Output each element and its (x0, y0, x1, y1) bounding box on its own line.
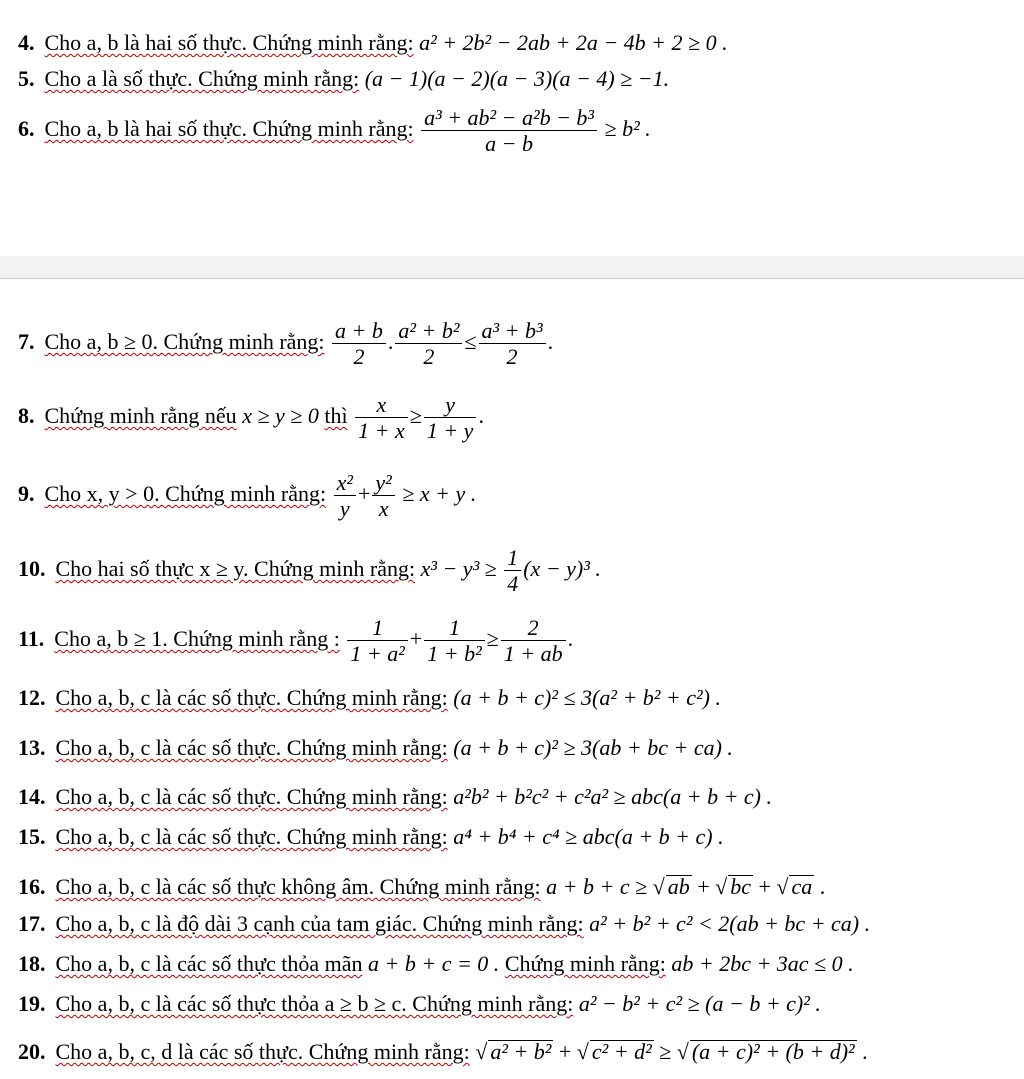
fraction-numerator: y² (375, 470, 392, 495)
exercise-math: a⁴ + b⁴ + c⁴ ≥ abc(a + b + c) . (453, 824, 724, 849)
exercise-text: Cho a là số thực. Chứng minh rằng: (44, 66, 360, 91)
page-break-rule-bottom (0, 278, 1024, 279)
fraction-denominator: 1 + ab (501, 640, 566, 666)
exercise-text: Cho a, b, c là các số thực. Chứng minh rằng: (55, 824, 448, 849)
exercise-number: 11. (18, 625, 45, 651)
exercise-16: 16. Cho a, b, c là các số thực không âm. Chứng minh rằng: a + b + c ≥ √ ab + √ bc + √ ca . (18, 874, 826, 899)
exercise-13 (18, 737, 733, 759)
fraction-denominator: 1 + a² (347, 640, 407, 666)
fraction (501, 615, 566, 667)
exercise-text: Cho a, b, c là độ dài 3 cạnh của tam giác. Chứng minh rằng: (55, 911, 584, 936)
exercise-math: a² + 2b² − 2ab + 2a − 4b + 2 ≥ 0 . (419, 30, 728, 55)
exercise-text: thì (324, 402, 348, 428)
fraction-numerator: y (445, 392, 455, 417)
fraction-numerator: 1 (507, 545, 519, 570)
page-break-band (0, 205, 1024, 295)
fraction (479, 318, 546, 370)
fraction (504, 545, 521, 597)
page-break-shade (0, 256, 1024, 278)
exercise-number: 13. (18, 735, 46, 760)
fraction (395, 318, 462, 370)
exercise-5 (18, 68, 669, 90)
exercise-text: Cho a, b, c là các số thực. Chứng minh rằng: (55, 784, 448, 809)
exercise-text: Cho a, b ≥ 1. Chứng minh rằng : (54, 625, 340, 651)
fraction-denominator: y (334, 495, 356, 521)
fraction-numerator: x² (336, 470, 353, 495)
fraction-denominator: 4 (504, 570, 521, 596)
exercise-number: 17. (18, 911, 46, 936)
exercise-math: ≥ x + y . (402, 480, 477, 506)
exercise-number: 18. (18, 951, 46, 976)
exercise-number: 5. (18, 66, 35, 91)
exercise-text: Cho a, b, c là các số thực thỏa a ≥ b ≥ c. Chứng minh rằng: (55, 991, 574, 1016)
exercise-11: 11. Cho a, b ≥ 1. Chứng minh rằng : $\frac{1}{\text{1 + a²}}$ + $\frac{1}{\text{1 + b²}}$ ≥ $\frac{2}{1 + ab}$ . (18, 615, 574, 667)
sqrt-term: (a + c)² + (b + d)² (691, 1039, 855, 1064)
fraction-numerator: a² + b² (398, 318, 460, 343)
exercise-math: a + b + c ≥ (546, 874, 648, 899)
exercise-14 (18, 786, 772, 808)
exercise-text: Chứng minh rằng: (504, 951, 666, 976)
fraction-denominator: 1 + b² (424, 640, 484, 666)
exercise-number: 15. (18, 824, 46, 849)
exercise-text: Chứng minh rằng nếu (44, 402, 237, 428)
exercise-math: ≥ b² . (604, 115, 651, 141)
exercise-math: x³ − y³ ≥ (420, 555, 497, 581)
fraction-denominator: 1 + x (355, 417, 408, 443)
exercise-4 (18, 32, 728, 54)
exercise-math: (a + b + c)² ≥ 3(ab + bc + ca) . (453, 735, 733, 760)
fraction-denominator: 1 + y (424, 417, 477, 443)
fraction (424, 392, 477, 444)
sqrt-term: c² + d² (591, 1039, 652, 1064)
exercise-math: ab + 2bc + 3ac ≤ 0 . (671, 951, 854, 976)
exercise-text: Cho a, b, c là các số thực thỏa mãn (55, 951, 363, 976)
sqrt-term: ab (667, 874, 690, 899)
sqrt-term: a² + b² (490, 1039, 552, 1064)
exercise-number: 19. (18, 991, 46, 1016)
exercise-math: (a − 1)(a − 2)(a − 3)(a − 4) ≥ −1. (364, 66, 670, 91)
exercise-18 (18, 953, 854, 975)
exercise-text: Cho x, y > 0. Chứng minh rằng: (44, 480, 327, 506)
exercise-12 (18, 687, 721, 709)
fraction (424, 615, 484, 667)
exercise-9: 9. Cho x, y > 0. Chứng minh rằng: $\frac{\text{x²}}{y}$ + $\frac{\text{y²}}{x}$ ≥ x + y . (18, 470, 477, 522)
sqrt-term: bc (730, 874, 751, 899)
exercise-number: 10. (18, 555, 46, 581)
exercise-text: Cho a, b, c là các số thực không âm. Chứng minh rằng: (55, 874, 541, 899)
exercise-6 (18, 105, 651, 157)
exercise-number: 16. (18, 874, 46, 899)
exercise-8: 8. Chứng minh rằng nếu x ≥ y ≥ 0 thì $\frac{x}{1 + x}$ ≥ $\frac{y}{1 + y}$ . (18, 392, 484, 444)
fraction-denominator: a − b (421, 130, 597, 156)
fraction-numerator: a + b (335, 318, 383, 343)
exercise-math: a²b² + b²c² + c²a² ≥ abc(a + b + c) . (453, 784, 773, 809)
exercise-text: Cho a, b ≥ 0. Chứng minh rằng: (44, 328, 325, 354)
fraction-numerator: x (376, 392, 387, 417)
fraction-denominator: 2 (479, 343, 546, 369)
exercise-text: Cho a, b, c, d là các số thực. Chứng minh rằng: (55, 1039, 470, 1064)
exercise-7: 7. Cho a, b ≥ 0. Chứng minh rằng: $\frac{a + b}{2}$ . $\frac{\text{a² + b²}}{2}$ ≤ $\frac{\text{a³ + b³}}{2}$ . (18, 318, 554, 370)
fraction (355, 392, 408, 444)
fraction-numerator: 1 (448, 615, 460, 640)
exercise-math: (a + b + c)² ≤ 3(a² + b² + c²) . (453, 685, 721, 710)
exercise-15 (18, 826, 724, 848)
exercise-number: 9. (18, 480, 35, 506)
fraction-numerator: a³ + b³ (481, 318, 543, 343)
fraction-denominator: 2 (395, 343, 462, 369)
exercise-number: 7. (18, 328, 35, 354)
exercise-condition: x ≥ y ≥ 0 (242, 402, 319, 428)
exercise-text: Cho a, b, c là các số thực. Chứng minh rằng: (55, 735, 448, 760)
exercise-math: a² + b² + c² < 2(ab + bc + ca) . (589, 911, 871, 936)
exercise-condition: a + b + c = 0 . (368, 951, 500, 976)
exercise-text: Cho a, b là hai số thực. Chứng minh rằng: (44, 115, 414, 141)
fraction-denominator: 2 (332, 343, 386, 369)
fraction (334, 470, 356, 522)
fraction-numerator: 1 (372, 615, 384, 640)
exercise-text: Cho a, b là hai số thực. Chứng minh rằng: (44, 30, 414, 55)
exercise-number: 4. (18, 30, 35, 55)
exercise-text: Cho a, b, c là các số thực. Chứng minh rằng: (55, 685, 448, 710)
fraction (421, 105, 597, 157)
fraction (332, 318, 386, 370)
exercise-math: a² − b² + c² ≥ (a − b + c)² . (578, 991, 821, 1016)
fraction-denominator: x (372, 495, 394, 521)
exercise-19 (18, 993, 821, 1015)
fraction-numerator: 2 (527, 615, 539, 640)
fraction-numerator: a³ + ab² − a²b − b³ (424, 105, 595, 130)
exercise-number: 8. (18, 402, 35, 428)
exercise-text: Cho hai số thực x ≥ y. Chứng minh rằng: (55, 555, 416, 581)
fraction (347, 615, 407, 667)
exercise-number: 14. (18, 784, 46, 809)
exercise-math: (x − y)³ . (523, 555, 601, 581)
exercise-10 (18, 545, 601, 597)
exercise-number: 20. (18, 1039, 46, 1064)
sqrt-term: ca (791, 874, 813, 899)
exercise-number: 12. (18, 685, 46, 710)
fraction (372, 470, 394, 522)
exercise-number: 6. (18, 115, 35, 141)
exercise-20: 20. Cho a, b, c, d là các số thực. Chứng minh rằng: √ a² + b² + √ c² + d² ≥ √ (a + c)² + (b + d)² . (18, 1039, 868, 1064)
exercise-17 (18, 913, 870, 935)
